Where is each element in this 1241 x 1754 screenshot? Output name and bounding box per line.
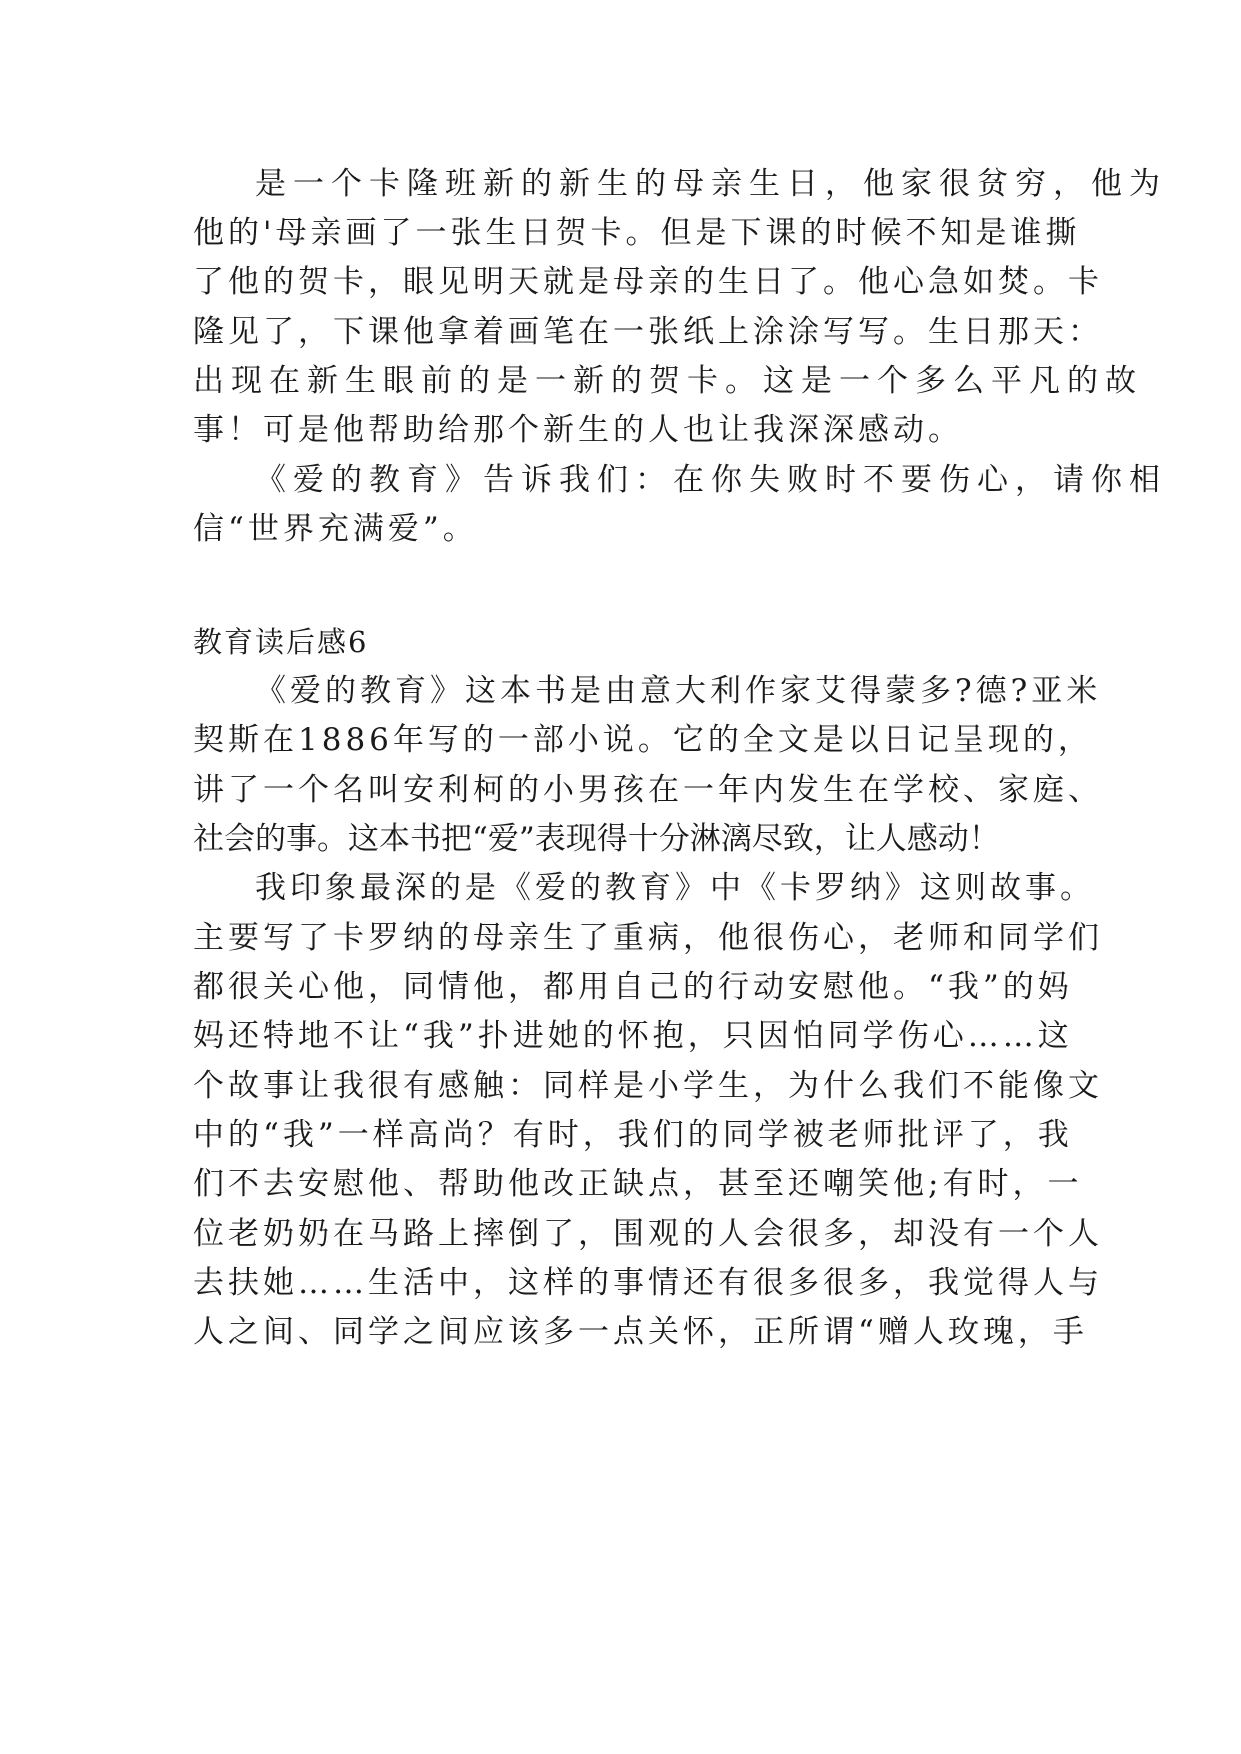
paragraph-3-line-2: 契斯在1886年写的一部小说。它的全文是以日记呈现的， <box>193 722 1093 758</box>
section-heading: 教育读后感6 <box>193 625 369 659</box>
paragraph-1-line-6: 事！可是他帮助给那个新生的人也让我深深感动。 <box>193 412 963 448</box>
paragraph-4-line-1: 我印象最深的是《爱的教育》中《卡罗纳》这则故事。 <box>255 870 1095 906</box>
paragraph-1-line-3: 了他的贺卡，眼见明天就是母亲的生日了。他心急如焚。卡 <box>193 264 1103 300</box>
paragraph-4-line-10: 人之间、同学之间应该多一点关怀，正所谓“赠人玫瑰，手 <box>193 1314 1088 1350</box>
paragraph-4-line-3: 都很关心他，同情他，都用自己的行动安慰他。“我”的妈 <box>193 969 1073 1005</box>
paragraph-1-line-2: 他的'母亲画了一张生日贺卡。但是下课的时候不知是谁撕 <box>193 215 1081 251</box>
paragraph-1-line-1: 是一个卡隆班新的新生的母亲生日，他家很贫穷，他为 <box>255 166 1167 202</box>
paragraph-4-line-9: 去扶她……生活中，这样的事情还有很多很多，我觉得人与 <box>193 1265 1103 1301</box>
paragraph-3-line-1: 《爱的教育》这本书是由意大利作家艾得蒙多?德?亚米 <box>255 673 1102 709</box>
paragraph-3-line-3: 讲了一个名叫安利柯的小男孩在一年内发生在学校、家庭、 <box>193 772 1103 808</box>
paragraph-4-line-4: 妈还特地不让“我”扑进她的怀抱，只因怕同学伤心……这 <box>193 1018 1073 1054</box>
paragraph-4-line-7: 们不去安慰他、帮助他改正缺点，甚至还嘲笑他;有时，一 <box>193 1166 1083 1202</box>
paragraph-4-line-2: 主要写了卡罗纳的母亲生了重病，他很伤心，老师和同学们 <box>193 920 1103 956</box>
paragraph-2-line-2: 信“世界充满爱”。 <box>193 511 478 547</box>
paragraph-1-line-5: 出现在新生眼前的是一新的贺卡。这是一个多么平凡的故 <box>193 363 1143 399</box>
paragraph-1-line-4: 隆见了，下课他拿着画笔在一张纸上涂涂写写。生日那天： <box>193 314 1103 350</box>
paragraph-2-line-1: 《爱的教育》告诉我们：在你失败时不要伤心，请你相 <box>255 462 1167 498</box>
paragraph-3-line-4: 社会的事。这本书把“爱”表现得十分淋漓尽致，让人感动！ <box>193 821 1000 857</box>
paragraph-4-line-6: 中的“我”一样高尚？有时，我们的同学被老师批评了，我 <box>193 1117 1073 1153</box>
paragraph-4-line-5: 个故事让我很有感触：同样是小学生，为什么我们不能像文 <box>193 1068 1103 1104</box>
paragraph-4-line-8: 位老奶奶在马路上摔倒了，围观的人会很多，却没有一个人 <box>193 1216 1103 1252</box>
